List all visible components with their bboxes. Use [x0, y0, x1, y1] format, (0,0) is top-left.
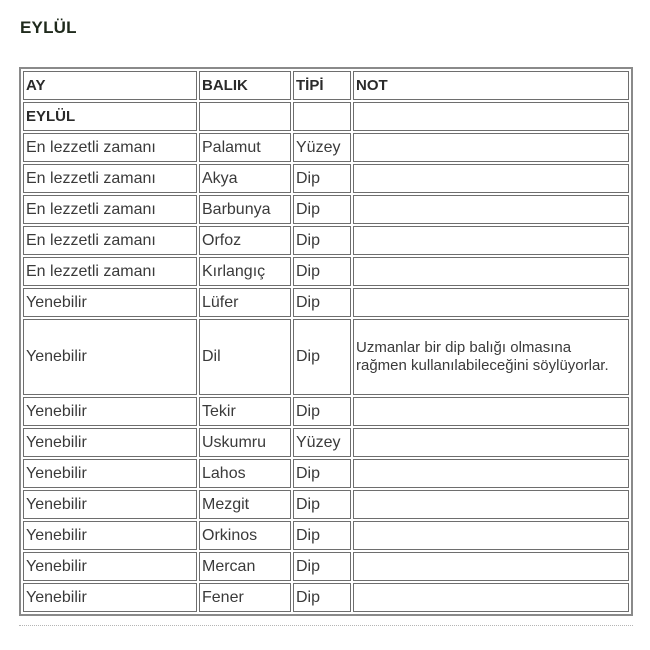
balik-cell: Tekir: [199, 397, 291, 426]
table-row: [23, 133, 629, 162]
table-row: [23, 552, 629, 581]
balik-cell: Palamut: [199, 133, 291, 162]
balik-cell: Orfoz: [199, 226, 291, 255]
bottom-divider: [19, 625, 633, 626]
tipi-cell: Dip: [293, 459, 351, 488]
not-cell: [353, 583, 629, 612]
balik-cell: Mercan: [199, 552, 291, 581]
ay-cell: En lezzetli zamanı: [23, 226, 197, 255]
tipi-cell: Dip: [293, 521, 351, 550]
month-row: [23, 102, 629, 131]
ay-cell: Yenebilir: [23, 428, 197, 457]
not-cell: [353, 288, 629, 317]
tipi-cell: Dip: [293, 397, 351, 426]
table-row: [23, 397, 629, 426]
balik-cell: Fener: [199, 583, 291, 612]
ay-cell: En lezzetli zamanı: [23, 195, 197, 224]
table-row: [23, 288, 629, 317]
balik-cell: Akya: [199, 164, 291, 193]
ay-cell: Yenebilir: [23, 288, 197, 317]
page-title: EYLÜL: [20, 18, 77, 37]
ay-cell: En lezzetli zamanı: [23, 164, 197, 193]
tipi-cell: Dip: [293, 583, 351, 612]
balik-cell: Dil: [199, 319, 291, 395]
table-row: [23, 459, 629, 488]
not-cell: [353, 133, 629, 162]
not-cell: Uzmanlar bir dip balığı olmasına rağmen kullanılabileceğini söylüyorlar.: [353, 319, 629, 395]
tipi-cell: Dip: [293, 164, 351, 193]
tipi-cell: Yüzey: [293, 133, 351, 162]
not-cell: [353, 521, 629, 550]
not-cell: [353, 164, 629, 193]
table-header-row: [23, 71, 629, 100]
month-cell: EYLÜL: [23, 102, 197, 131]
not-cell: [353, 459, 629, 488]
table-row: [23, 319, 629, 395]
table-row: [23, 428, 629, 457]
tipi-cell: Dip: [293, 226, 351, 255]
table-row: [23, 257, 629, 286]
table-row: [23, 521, 629, 550]
ay-cell: Yenebilir: [23, 490, 197, 519]
ay-cell: En lezzetli zamanı: [23, 133, 197, 162]
table-row: [23, 583, 629, 612]
tipi-cell: Dip: [293, 195, 351, 224]
tipi-cell: Dip: [293, 288, 351, 317]
month-not-cell: [353, 102, 629, 131]
fish-season-table: [19, 67, 633, 616]
balik-cell: Barbunya: [199, 195, 291, 224]
ay-cell: Yenebilir: [23, 521, 197, 550]
table-row: [23, 226, 629, 255]
month-balik-cell: [199, 102, 291, 131]
not-cell: [353, 226, 629, 255]
month-tipi-cell: [293, 102, 351, 131]
ay-cell: Yenebilir: [23, 319, 197, 395]
not-cell: [353, 195, 629, 224]
ay-cell: Yenebilir: [23, 583, 197, 612]
not-cell: [353, 428, 629, 457]
table-row: [23, 164, 629, 193]
balik-cell: Lahos: [199, 459, 291, 488]
ay-cell: Yenebilir: [23, 459, 197, 488]
not-cell: [353, 257, 629, 286]
ay-cell: En lezzetli zamanı: [23, 257, 197, 286]
ay-cell: Yenebilir: [23, 397, 197, 426]
tipi-cell: Yüzey: [293, 428, 351, 457]
balik-cell: Mezgit: [199, 490, 291, 519]
tipi-cell: Dip: [293, 257, 351, 286]
not-cell: [353, 397, 629, 426]
tipi-cell: Dip: [293, 552, 351, 581]
header-ay: AY: [23, 71, 197, 100]
balik-cell: Kırlangıç: [199, 257, 291, 286]
ay-cell: Yenebilir: [23, 552, 197, 581]
not-cell: [353, 490, 629, 519]
tipi-cell: Dip: [293, 319, 351, 395]
balik-cell: Lüfer: [199, 288, 291, 317]
tipi-cell: Dip: [293, 490, 351, 519]
header-balik: BALIK: [199, 71, 291, 100]
balik-cell: Orkinos: [199, 521, 291, 550]
balik-cell: Uskumru: [199, 428, 291, 457]
table-body: [23, 102, 629, 612]
table-row: [23, 490, 629, 519]
not-cell: [353, 552, 629, 581]
header-tipi: TİPİ: [293, 71, 351, 100]
table-row: [23, 195, 629, 224]
header-not: NOT: [353, 71, 629, 100]
